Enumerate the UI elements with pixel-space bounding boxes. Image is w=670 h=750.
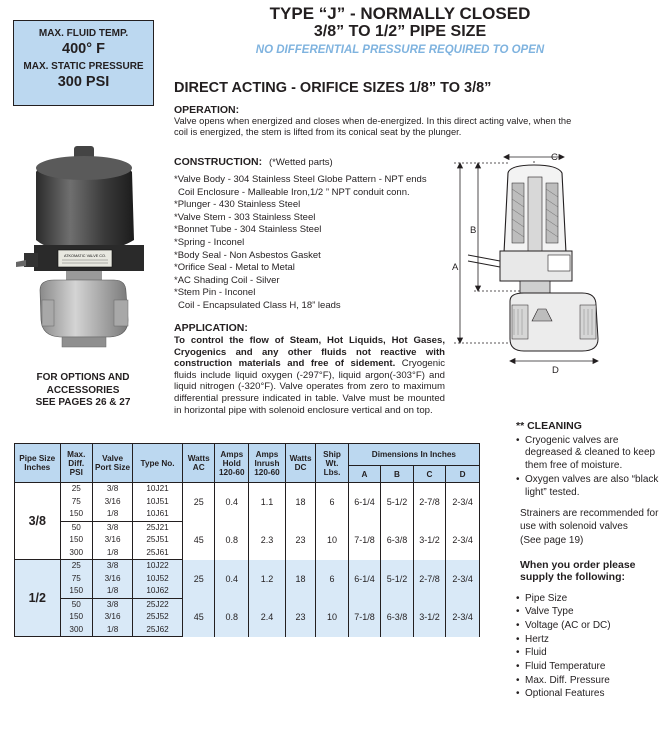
spec-c-cell: 2-7/8	[413, 483, 446, 522]
nameplate-text: ATKOMATIC VALVE CO.	[63, 254, 107, 258]
construction-item: *Plunger - 430 Stainless Steel	[174, 199, 301, 211]
type-no-cell: 10J22	[133, 560, 183, 573]
spec-d-cell: 2-3/4	[446, 521, 480, 560]
header-amps-inrush: Amps Inrush 120-60	[249, 444, 286, 483]
construction-item: *Stem Pin - Inconel	[174, 287, 256, 299]
max-diff-cell: 150	[60, 611, 93, 624]
spec-a-cell: 6-1/4	[348, 483, 381, 522]
construction-title: CONSTRUCTION:	[174, 156, 263, 168]
table-row	[15, 483, 480, 496]
header-watts-dc: Watts DC	[285, 444, 315, 483]
max-diff-cell: 300	[60, 547, 93, 560]
pipe-size-cell: 1/2	[15, 560, 61, 637]
spec-c-cell: 2-7/8	[413, 560, 446, 599]
operation-heading: OPERATION:	[174, 104, 240, 116]
spec-amps-inrush-cell: 2.3	[249, 521, 286, 560]
dimension-b-label: B	[470, 225, 477, 236]
header-max-diff: Max. Diff. PSI	[60, 444, 93, 483]
operation-line-1: Valve opens when energized and closes when de-energized. In this direct acting valve, when the	[174, 116, 572, 126]
table-row	[15, 521, 480, 534]
construction-item: *Valve Stem - 303 Stainless Steel	[174, 211, 316, 223]
spec-b-cell: 5-1/2	[381, 560, 414, 599]
spec-watts-ac-cell: 45	[182, 598, 215, 637]
pressure-value: 300 PSI	[57, 74, 110, 90]
order-item: • Optional Features	[516, 688, 666, 701]
spec-a-cell: 6-1/4	[348, 560, 381, 599]
max-diff-cell: 150	[60, 534, 93, 547]
nameplate	[58, 250, 112, 267]
options-line-3: SEE PAGES 26 & 27	[35, 397, 131, 408]
valve-spec-table	[14, 443, 480, 637]
operation-line-2: coil is energized, the stem is lifted from its conical seat by the plunger.	[174, 127, 462, 137]
spec-b-cell: 6-3/8	[381, 521, 414, 560]
spec-ship-cell: 10	[316, 598, 349, 637]
construction-note: (*Wetted parts)	[269, 157, 333, 168]
port-size-cell: 1/8	[93, 508, 133, 521]
spec-c-cell: 3-1/2	[413, 521, 446, 560]
application-bold-text: To control the flow of Steam, Hot Liquids, Hot Gases, Cryogenics and any other fluids not reactive with construction materials and free of sidement.	[174, 335, 445, 370]
spec-c-cell: 3-1/2	[413, 598, 446, 637]
max-diff-cell: 75	[60, 496, 93, 509]
options-note	[18, 372, 148, 410]
order-item: • Valve Type	[516, 606, 666, 619]
spec-amps-inrush-cell: 2.4	[249, 598, 286, 637]
construction-list	[174, 174, 427, 313]
header-dim-a: A	[348, 466, 381, 483]
type-no-cell: 25J52	[133, 611, 183, 624]
header-watts-ac: Watts AC	[182, 444, 215, 483]
cleaning-heading: ** CLEANING	[516, 420, 582, 432]
pressure-label: MAX. STATIC PRESSURE	[23, 61, 144, 72]
port-size-cell: 3/8	[93, 521, 133, 534]
order-item: • Pipe Size	[516, 593, 666, 606]
order-item: • Fluid Temperature	[516, 661, 666, 674]
spec-b-cell: 5-1/2	[381, 483, 414, 522]
tagline: NO DIFFERENTIAL PRESSURE REQUIRED TO OPEN	[255, 44, 545, 56]
header-type-no: Type No.	[133, 444, 183, 483]
port-size-cell: 3/16	[93, 611, 133, 624]
page-title: TYPE “J” - NORMALLY CLOSED	[269, 4, 531, 23]
construction-item: *Valve Body - 304 Stainless Steel Globe Pattern - NPT ends	[174, 174, 427, 185]
order-item: • Fluid	[516, 647, 666, 660]
max-diff-cell: 150	[60, 585, 93, 598]
spec-d-cell: 2-3/4	[446, 598, 480, 637]
strainers-page-ref: (See page 19)	[520, 535, 584, 546]
construction-item: *Bonnet Tube - 304 Stainless Steel	[174, 224, 322, 236]
dimension-a-label: A	[452, 262, 459, 273]
table-row	[15, 598, 480, 611]
order-item: • Max. Diff. Pressure	[516, 675, 666, 688]
dimension-diagram	[448, 143, 618, 380]
header-ship-wt: Ship Wt. Lbs.	[316, 444, 349, 483]
type-no-cell: 10J61	[133, 508, 183, 521]
port-size-cell: 1/8	[93, 624, 133, 637]
spec-watts-dc-cell: 23	[285, 521, 315, 560]
strainers-note: Strainers are recommended for use with solenoid valves	[520, 508, 659, 532]
spec-amps-hold-cell: 0.8	[215, 598, 249, 637]
spec-watts-dc-cell: 23	[285, 598, 315, 637]
max-diff-cell: 150	[60, 508, 93, 521]
spec-watts-dc-cell: 18	[285, 483, 315, 522]
type-no-cell: 25J51	[133, 534, 183, 547]
port-size-cell: 1/8	[93, 585, 133, 598]
max-diff-cell: 50	[60, 521, 93, 534]
fluid-temp-label: MAX. FLUID TEMP.	[38, 28, 129, 39]
application-body-text: Cryogenic fluids include liquid oxygen (-297°F), liquid argon(-303°F) and liquid nitrogen (-320°F). Valve operates from zero to maximum differential pressure indicated in table. Valve must be mounted in horizontal pipe with solenoid enclosure vertical and on top.	[174, 358, 445, 416]
port-size-cell: 1/8	[93, 547, 133, 560]
section-title: DIRECT ACTING - ORIFICE SIZES 1/8” TO 3/8”	[174, 80, 492, 96]
spec-watts-dc-cell: 18	[285, 560, 315, 599]
spec-amps-inrush-cell: 1.2	[249, 560, 286, 599]
type-no-cell: 25J61	[133, 547, 183, 560]
header-dim-b: B	[381, 466, 414, 483]
table-body	[15, 483, 480, 637]
order-heading: When you order please supply the following:	[520, 558, 636, 583]
type-no-cell: 25J22	[133, 598, 183, 611]
max-diff-cell: 75	[60, 573, 93, 586]
spec-d-cell: 2-3/4	[446, 483, 480, 522]
header-dim-c: C	[413, 466, 446, 483]
spec-amps-hold-cell: 0.4	[215, 560, 249, 599]
port-size-cell: 3/16	[93, 496, 133, 509]
port-size-cell: 3/16	[93, 534, 133, 547]
dimension-c-label: C	[551, 152, 558, 163]
construction-item: *Spring - Inconel	[174, 236, 245, 248]
header-pipe-size: Pipe Size Inches	[15, 444, 61, 483]
max-diff-cell: 300	[60, 624, 93, 637]
type-no-cell: 25J21	[133, 521, 183, 534]
port-size-cell: 3/8	[93, 598, 133, 611]
construction-heading	[174, 156, 333, 168]
type-no-cell: 10J51	[133, 496, 183, 509]
spec-watts-ac-cell: 25	[182, 483, 215, 522]
max-diff-cell: 50	[60, 598, 93, 611]
cleaning-info	[516, 420, 666, 702]
fluid-temp-value: 400° F	[62, 41, 105, 57]
construction-item: *Orifice Seal - Metal to Metal	[174, 262, 295, 274]
options-line-1: FOR OPTIONS AND	[36, 372, 130, 383]
options-line-2: ACCESSORIES	[46, 384, 120, 396]
dimension-d-label: D	[552, 365, 559, 376]
header-dim-d: D	[446, 466, 480, 483]
valve-photo	[14, 140, 164, 355]
pipe-size-cell: 3/8	[15, 483, 61, 560]
spec-b-cell: 6-3/8	[381, 598, 414, 637]
spec-d-cell: 2-3/4	[446, 560, 480, 599]
spec-box	[13, 20, 154, 106]
spec-watts-ac-cell: 45	[182, 521, 215, 560]
order-list	[516, 593, 666, 701]
spec-a-cell: 7-1/8	[348, 521, 381, 560]
application-heading: APPLICATION:	[174, 322, 248, 334]
port-size-cell: 3/8	[93, 483, 133, 496]
order-item: • Voltage (AC or DC)	[516, 620, 666, 633]
pipe-size-title: 3/8” TO 1/2” PIPE SIZE	[313, 23, 487, 40]
spec-watts-ac-cell: 25	[182, 560, 215, 599]
spec-ship-cell: 6	[316, 483, 349, 522]
max-diff-cell: 25	[60, 560, 93, 573]
order-item: • Hertz	[516, 634, 666, 647]
construction-item: Coil - Encapsulated Class H, 18” leads	[178, 299, 341, 311]
header-amps-hold: Amps Hold 120-60	[215, 444, 249, 483]
header-port-size: Valve Port Size	[93, 444, 133, 483]
spec-amps-hold-cell: 0.8	[215, 521, 249, 560]
construction-item: *Body Seal - Non Asbestos Gasket	[174, 249, 321, 261]
table-row	[15, 560, 480, 573]
header-dimensions: Dimensions In Inches	[348, 444, 479, 466]
spec-ship-cell: 6	[316, 560, 349, 599]
type-no-cell: 25J62	[133, 624, 183, 637]
cleaning-bullet: • Cryogenic valves are degreased & cleaned to keep them free of moisture.	[516, 435, 666, 473]
type-no-cell: 10J21	[133, 483, 183, 496]
cleaning-bullet: • Oxygen valves are also “black light” tested.	[516, 474, 666, 499]
port-size-cell: 3/8	[93, 560, 133, 573]
type-no-cell: 10J62	[133, 585, 183, 598]
type-no-cell: 10J52	[133, 573, 183, 586]
max-diff-cell: 25	[60, 483, 93, 496]
construction-item: Coil Enclosure - Malleable Iron,1/2 ” NPT conduit conn.	[178, 186, 410, 198]
spec-ship-cell: 10	[316, 521, 349, 560]
spec-amps-hold-cell: 0.4	[215, 483, 249, 522]
spec-amps-inrush-cell: 1.1	[249, 483, 286, 522]
construction-item: *AC Shading Coil - Silver	[174, 274, 280, 286]
application-text	[174, 335, 445, 416]
spec-a-cell: 7-1/8	[348, 598, 381, 637]
port-size-cell: 3/16	[93, 573, 133, 586]
